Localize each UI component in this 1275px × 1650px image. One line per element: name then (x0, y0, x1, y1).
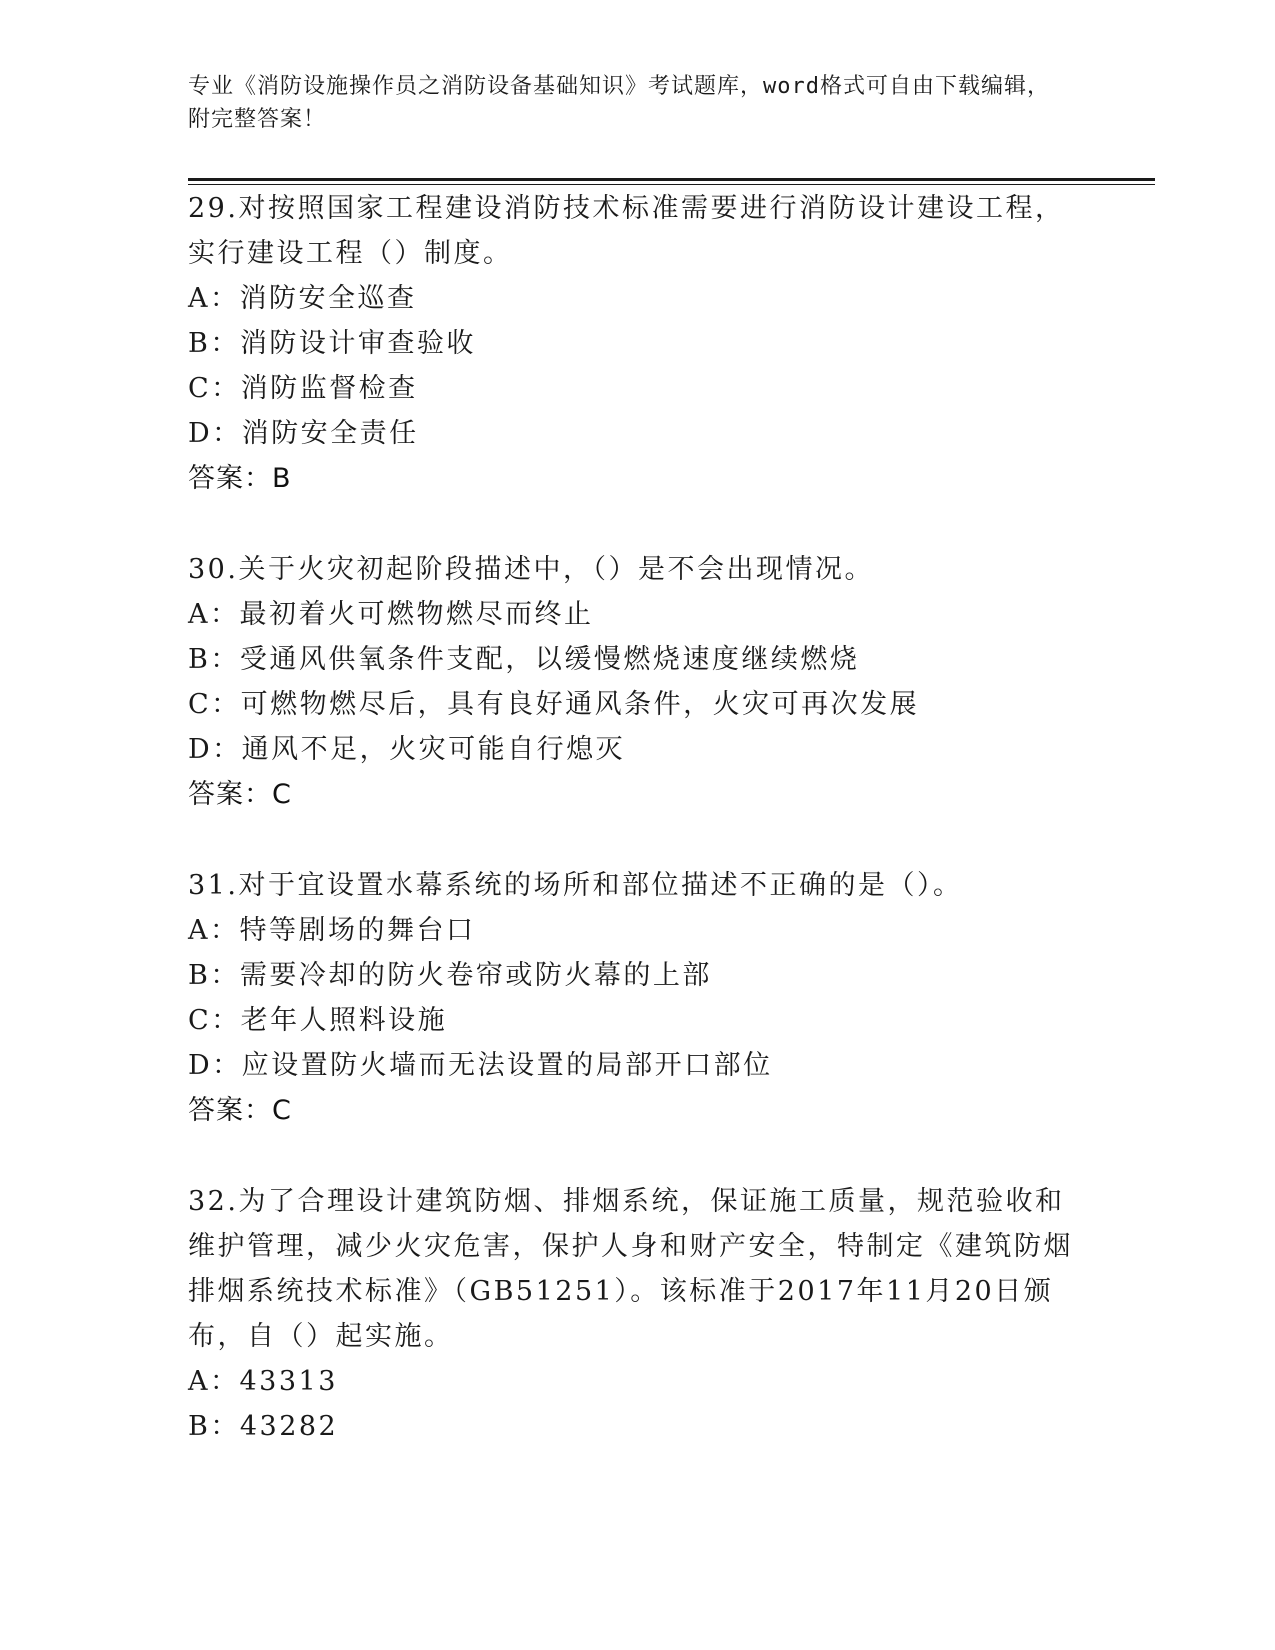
document-header: 专业《消防设施操作员之消防设备基础知识》考试题库，word格式可自由下载编辑，附完整答案！ (188, 74, 1050, 132)
question-30 (188, 547, 1088, 817)
option-c: C：消防监督检查 (188, 373, 418, 404)
question-32 (188, 1179, 1088, 1449)
answer: 答案：C (188, 1095, 292, 1126)
option-b: B：43282 (188, 1411, 339, 1442)
header-divider-thin (188, 184, 1155, 185)
option-c: C：老年人照料设施 (188, 1005, 448, 1036)
header-divider-thick (188, 178, 1155, 181)
option-b: B：受通风供氧条件支配，以缓慢燃烧速度继续燃烧 (188, 644, 860, 675)
question-stem: 29.对按照国家工程建设消防技术标准需要进行消防设计建设工程，实行建设工程（）制度。 (188, 193, 1065, 269)
question-list (188, 186, 1088, 1449)
question-stem: 32.为了合理设计建筑防烟、排烟系统，保证施工质量，规范验收和维护管理，减少火灾危害，保护人身和财产安全，特制定《建筑防烟排烟系统技术标准》（GB51251）。该标准于2017年11月20日颁布，自（）起实施。 (188, 1186, 1073, 1352)
spacer (188, 1133, 1088, 1179)
option-a: A：特等剧场的舞台口 (188, 915, 476, 946)
question-29 (188, 186, 1088, 501)
option-c: C：可燃物燃尽后，具有良好通风条件，火灾可再次发展 (188, 689, 920, 720)
answer: 答案：C (188, 779, 292, 810)
option-b: B：需要冷却的防火卷帘或防火幕的上部 (188, 960, 712, 991)
option-a: A：消防安全巡查 (188, 283, 417, 314)
question-31 (188, 863, 1088, 1133)
option-d: D：消防安全责任 (188, 418, 419, 449)
question-stem: 30.关于火灾初起阶段描述中，（）是不会出现情况。 (188, 554, 874, 585)
spacer (188, 817, 1088, 863)
question-stem: 31.对于宜设置水幕系统的场所和部位描述不正确的是（）。 (188, 870, 963, 901)
option-d: D：通风不足，火灾可能自行熄灭 (188, 734, 626, 765)
option-b: B：消防设计审查验收 (188, 328, 476, 359)
spacer (188, 501, 1088, 547)
option-a: A：最初着火可燃物燃尽而终止 (188, 599, 594, 630)
option-d: D：应设置防火墙而无法设置的局部开口部位 (188, 1050, 773, 1081)
answer: 答案：B (188, 463, 292, 494)
option-a: A：43313 (188, 1366, 338, 1397)
